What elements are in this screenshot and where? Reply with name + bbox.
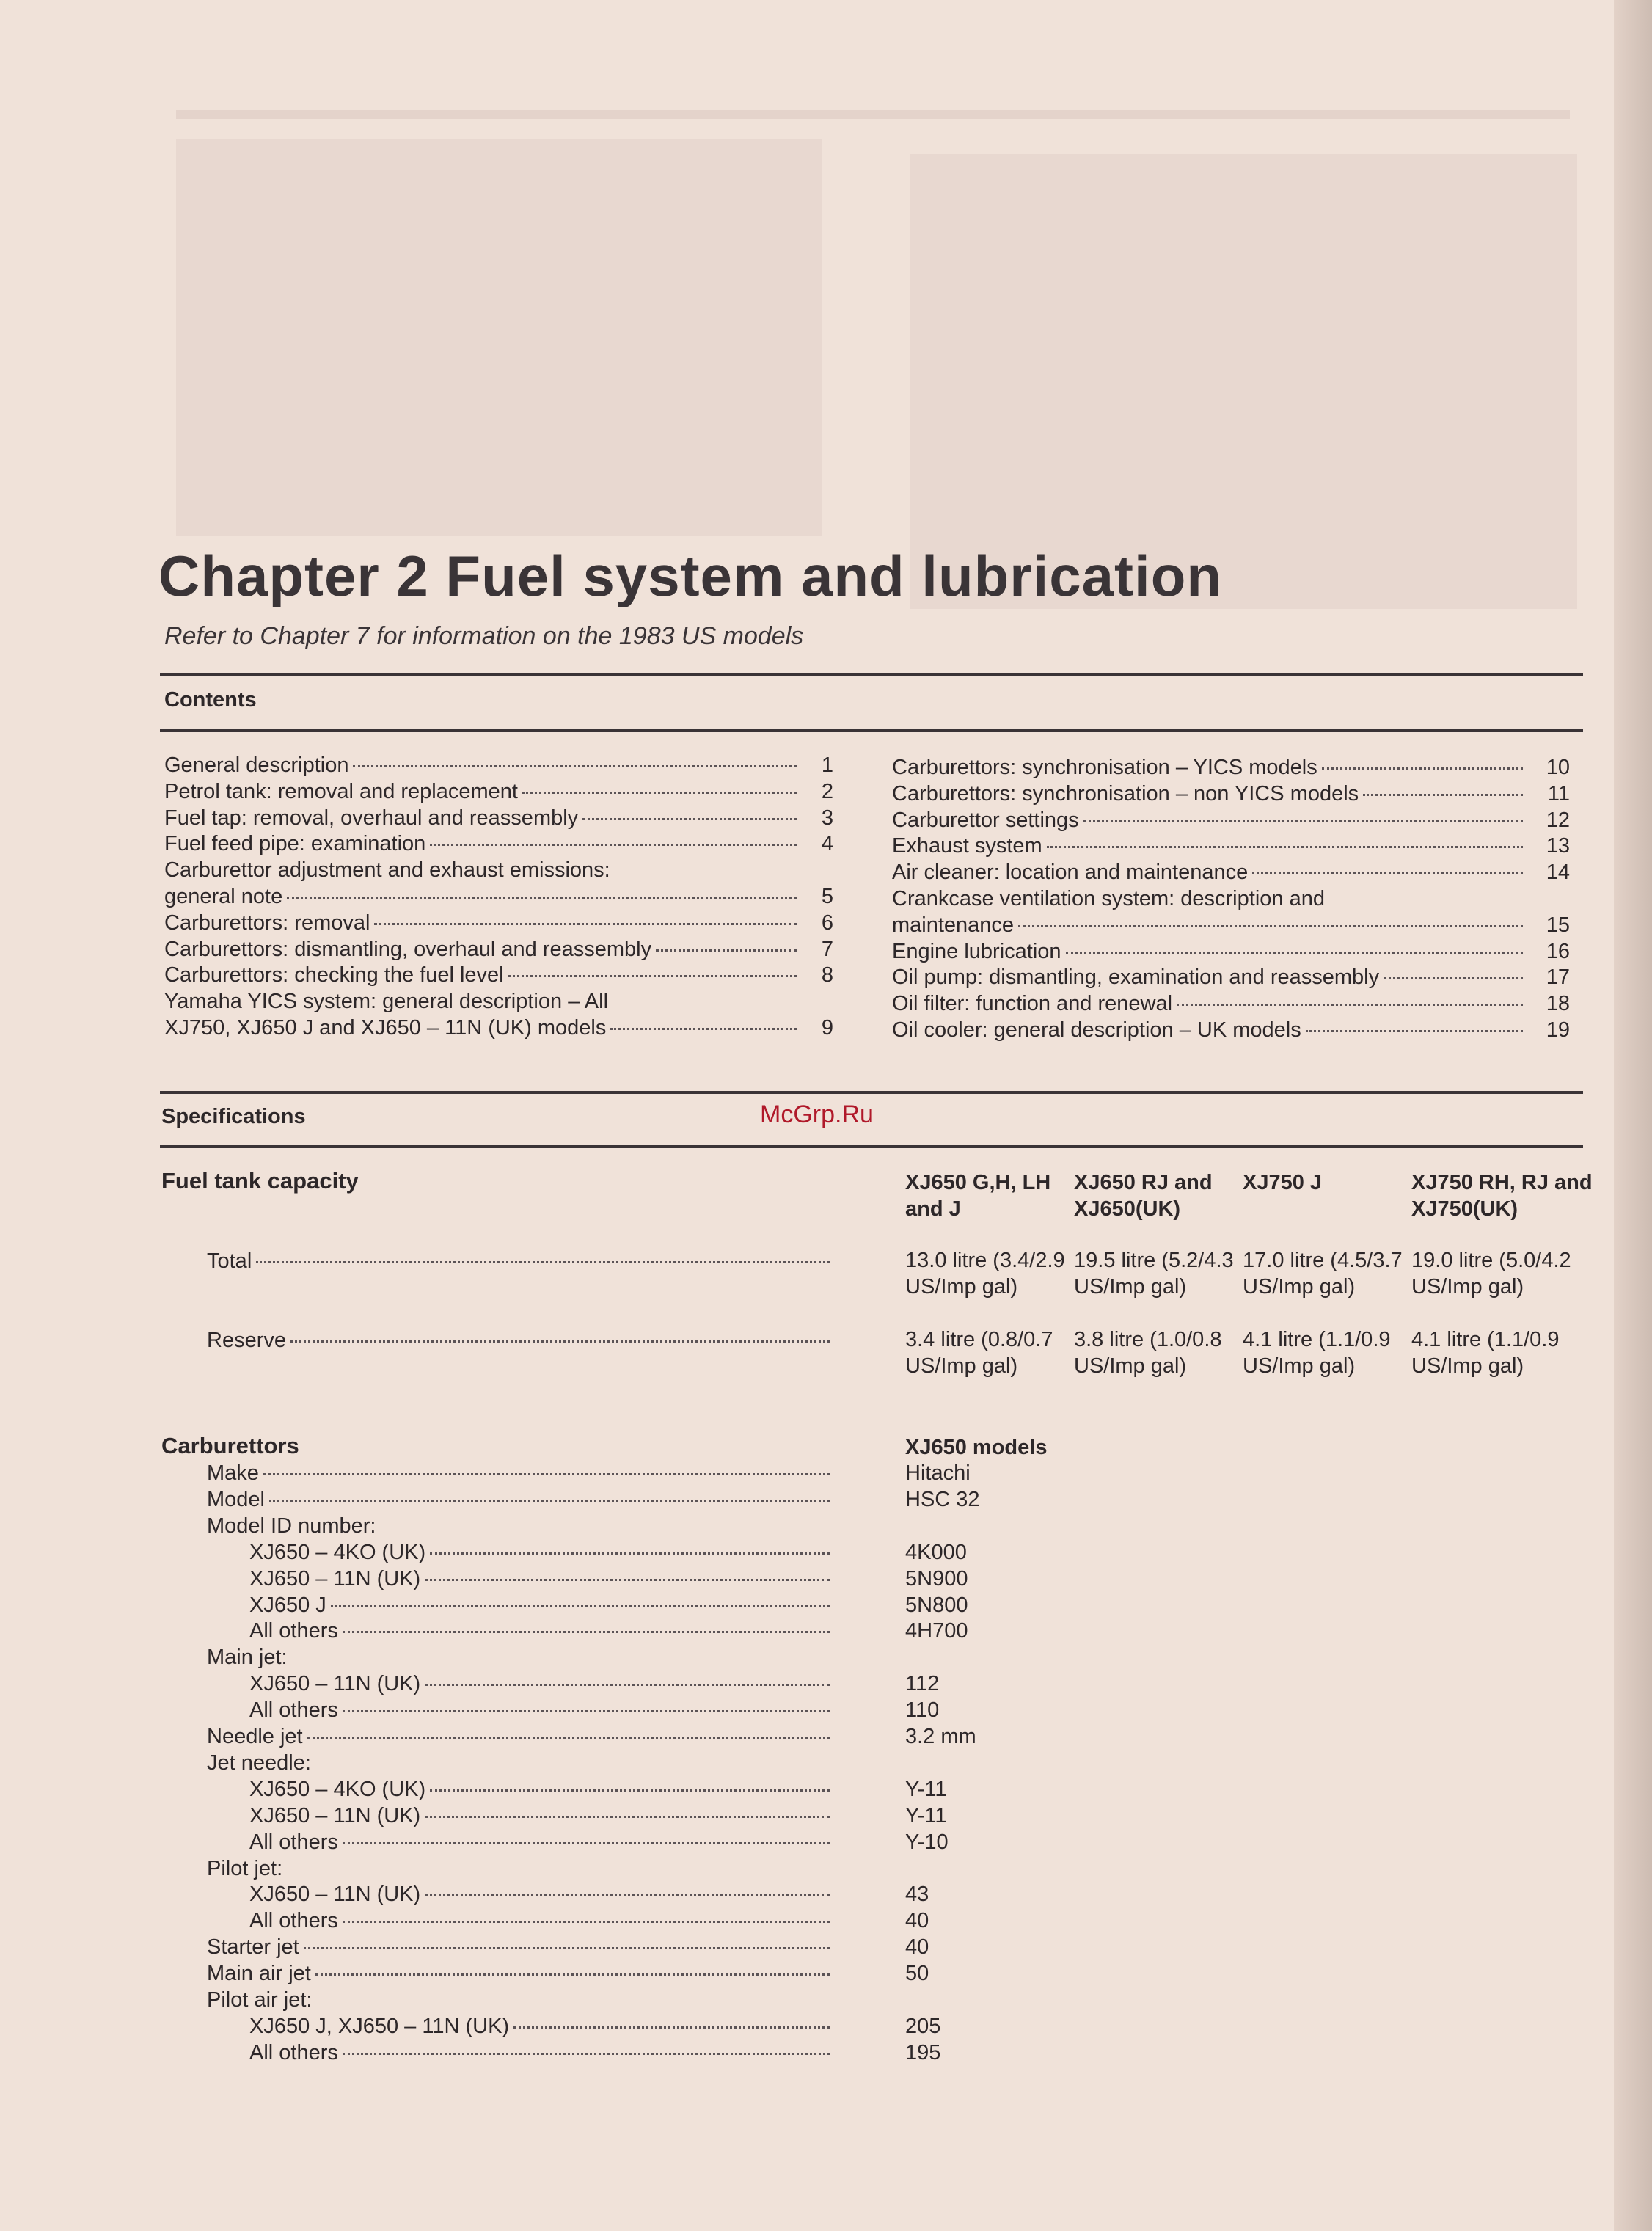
leader-dots [269, 1500, 830, 1502]
carb-spec-label: Make [207, 1461, 259, 1485]
leader-dots [425, 1816, 830, 1818]
carb-spec-row [163, 1644, 834, 1670]
carb-spec-row [163, 1460, 834, 1486]
carb-spec-label: XJ650 – 11N (UK) [249, 1803, 421, 1827]
toc-item[interactable]: Oil pump: dismantling, examination and reassembly 17 [892, 965, 1570, 990]
carb-spec-row [163, 2013, 834, 2040]
toc-item[interactable]: Carburettors: dismantling, overhaul and reassembly 7 [164, 937, 833, 961]
fuel-reserve-value: 4.1 litre (1.1/0.9 US/Imp gal) [1243, 1328, 1391, 1378]
chapter-title: Chapter 2 Fuel system and lubrication [158, 544, 1222, 608]
carb-spec-value: Hitachi [905, 1461, 971, 1485]
carb-spec-label: All others [249, 1619, 338, 1643]
toc-item-continued: Crankcase ventilation system: description and [892, 886, 1325, 910]
carb-spec-value: 195 [905, 2040, 941, 2064]
carb-spec-label: Model [207, 1487, 265, 1511]
carb-spec-value: 5N800 [905, 1593, 968, 1617]
faded-photo-right [910, 154, 1577, 609]
carb-spec-row [163, 1723, 834, 1750]
carb-spec-row [163, 1934, 834, 1960]
carb-spec-row [163, 1881, 834, 1907]
carb-spec-row [163, 1592, 834, 1618]
leader-dots [343, 1631, 830, 1633]
carb-spec-label: XJ650 – 4KO (UK) [249, 1540, 426, 1564]
toc-item[interactable]: Carburettor settings 12 [892, 808, 1570, 832]
leader-dots [343, 1710, 830, 1712]
carb-spec-row [163, 1829, 834, 1855]
carb-spec-label: Jet needle: [207, 1750, 311, 1775]
carb-spec-row [163, 1907, 834, 1934]
carb-spec-row [163, 1803, 834, 1829]
toc-item-continued: Carburettor adjustment and exhaust emissions: [164, 858, 610, 883]
carb-spec-label: Model ID number: [207, 1513, 376, 1538]
toc-item[interactable]: Fuel feed pipe: examination 4 [164, 832, 833, 856]
carb-spec-value: 205 [905, 2014, 941, 2038]
carb-spec-value: 50 [905, 1962, 929, 1986]
contents-top-rule [160, 673, 1583, 676]
leader-dots [331, 1605, 830, 1607]
fuel-col-header: XJ650 RJ and XJ650(UK) [1074, 1171, 1213, 1221]
toc-item[interactable]: Carburettors: synchronisation – non YICS models 11 [892, 781, 1570, 806]
carb-spec-label: All others [249, 2040, 338, 2064]
carb-spec-row [163, 1855, 834, 1882]
carb-spec-row [163, 1960, 834, 1987]
carb-spec-row [163, 1776, 834, 1803]
faded-header-strip [176, 110, 1570, 119]
carb-spec-value: Y-11 [905, 1803, 947, 1827]
carb-spec-value: 5N900 [905, 1566, 968, 1591]
toc-item[interactable]: Engine lubrication 16 [892, 939, 1570, 963]
carb-spec-label: XJ650 – 11N (UK) [249, 1883, 421, 1907]
leader-dots [513, 2026, 830, 2029]
fuel-total-value: 19.0 litre (5.0/4.2 US/Imp gal) [1411, 1249, 1571, 1299]
fuel-col-header: XJ750 RH, RJ and XJ750(UK) [1411, 1171, 1593, 1221]
carb-spec-value: 3.2 mm [905, 1725, 976, 1748]
specifications-label: Specifications [161, 1105, 306, 1128]
carb-spec-label: Pilot jet: [207, 1856, 283, 1880]
leader-dots [425, 1579, 830, 1581]
carb-spec-label: Needle jet [207, 1725, 303, 1748]
leader-dots [343, 1842, 830, 1844]
carb-spec-label: All others [249, 1830, 338, 1854]
leader-dots [425, 1684, 830, 1686]
carb-spec-value: Y-10 [905, 1830, 949, 1854]
fuel-reserve-value: 3.8 litre (1.0/0.8 US/Imp gal) [1074, 1328, 1222, 1378]
toc-item-continued: Yamaha YICS system: general description – All [164, 990, 609, 1014]
carb-spec-label: XJ650 J [249, 1593, 326, 1617]
toc-item[interactable]: XJ750, XJ650 J and XJ650 – 11N (UK) models 9 [164, 1015, 833, 1040]
leader-dots [307, 1737, 830, 1739]
leader-dots [430, 1789, 830, 1792]
toc-item[interactable]: Oil filter: function and renewal 18 [892, 992, 1570, 1016]
toc-item[interactable]: general note 5 [164, 884, 833, 908]
fuel-col-header: XJ650 G,H, LH and J [905, 1171, 1051, 1221]
carb-spec-row [163, 2040, 834, 2066]
toc-item[interactable]: maintenance 15 [892, 913, 1570, 937]
toc-item[interactable]: General description 1 [164, 753, 833, 777]
contents-left-column [164, 753, 833, 1042]
chapter-subtitle: Refer to Chapter 7 for information on the 1983 US models [164, 622, 804, 650]
carb-spec-value: Y-11 [905, 1777, 947, 1801]
leader-dots [343, 2053, 830, 2055]
toc-item[interactable]: Carburettors: checking the fuel level 8 [164, 963, 833, 987]
carb-spec-row [163, 1486, 834, 1513]
fuel-col-header: XJ750 J [1243, 1171, 1323, 1194]
toc-item[interactable]: Fuel tap: removal, overhaul and reassembly 3 [164, 806, 833, 830]
carb-spec-value: 40 [905, 1935, 929, 1960]
carb-spec-row [163, 1566, 834, 1592]
specs-top-rule [160, 1091, 1583, 1094]
carb-spec-row [163, 1618, 834, 1644]
carb-spec-label: XJ650 – 4KO (UK) [249, 1777, 426, 1801]
specs-bottom-rule [160, 1145, 1583, 1148]
leader-dots [263, 1473, 830, 1475]
carb-spec-label: Starter jet [207, 1935, 299, 1960]
spec-row: Total [163, 1248, 834, 1274]
carb-spec-value: 4K000 [905, 1540, 967, 1564]
carb-spec-value: 112 [905, 1672, 940, 1696]
carb-spec-row [163, 1539, 834, 1566]
carb-spec-label: Main jet: [207, 1646, 288, 1670]
fuel-total-value: 17.0 litre (4.5/3.7 US/Imp gal) [1243, 1249, 1403, 1299]
fuel-total-value: 19.5 litre (5.2/4.3 US/Imp gal) [1074, 1249, 1234, 1299]
carb-spec-row [163, 1670, 834, 1697]
carb-spec-label: XJ650 J, XJ650 – 11N (UK) [249, 2014, 510, 2038]
toc-item[interactable]: Petrol tank: removal and replacement 2 [164, 779, 833, 803]
toc-item[interactable]: Carburettors: synchronisation – YICS models 10 [892, 756, 1570, 779]
contents-label: Contents [164, 688, 257, 712]
carb-spec-label: Pilot air jet: [207, 1988, 313, 2012]
fuel-reserve-value: 4.1 litre (1.1/0.9 US/Imp gal) [1411, 1328, 1560, 1378]
leader-dots [430, 1552, 830, 1555]
toc-item[interactable]: Oil cooler: general description – UK models 19 [892, 1018, 1570, 1042]
contents-bottom-rule [160, 729, 1583, 732]
carb-spec-row [163, 1750, 834, 1776]
carb-spec-value: HSC 32 [905, 1487, 980, 1511]
leader-dots [425, 1894, 830, 1896]
carb-spec-label: XJ650 – 11N (UK) [249, 1672, 421, 1696]
fuel-total-value: 13.0 litre (3.4/2.9 US/Imp gal) [905, 1249, 1065, 1299]
carb-spec-value: 110 [905, 1698, 940, 1723]
leader-dots [315, 1973, 830, 1976]
carb-spec-row [163, 1697, 834, 1723]
carburettors-heading: Carburettors [161, 1433, 299, 1458]
carb-spec-row [163, 1987, 834, 2013]
carb-spec-row [163, 1513, 834, 1539]
carb-spec-label: All others [249, 1698, 338, 1723]
fuel-reserve-value: 3.4 litre (0.8/0.7 US/Imp gal) [905, 1328, 1053, 1378]
carb-spec-value: 4H700 [905, 1619, 968, 1643]
toc-item[interactable]: Air cleaner: location and maintenance 14 [892, 861, 1570, 885]
leader-dots [304, 1947, 830, 1949]
carburettors-column-header: XJ650 models [905, 1436, 1048, 1459]
faded-photo-left [176, 139, 822, 536]
carb-spec-value: 40 [905, 1909, 929, 1933]
contents-right-column [892, 755, 1570, 1044]
toc-item[interactable]: Carburettors: removal 6 [164, 910, 833, 935]
carb-spec-value: 43 [905, 1883, 929, 1907]
toc-item[interactable]: Exhaust system 13 [892, 834, 1570, 858]
carb-spec-label: Main air jet [207, 1962, 311, 1986]
fuel-tank-heading: Fuel tank capacity [161, 1168, 359, 1194]
watermark: McGrp.Ru [760, 1100, 874, 1128]
page-edge [1614, 0, 1652, 2231]
leader-dots [343, 1921, 830, 1923]
spec-row: Reserve [163, 1327, 834, 1354]
carb-spec-label: All others [249, 1909, 338, 1933]
carb-spec-label: XJ650 – 11N (UK) [249, 1566, 421, 1591]
